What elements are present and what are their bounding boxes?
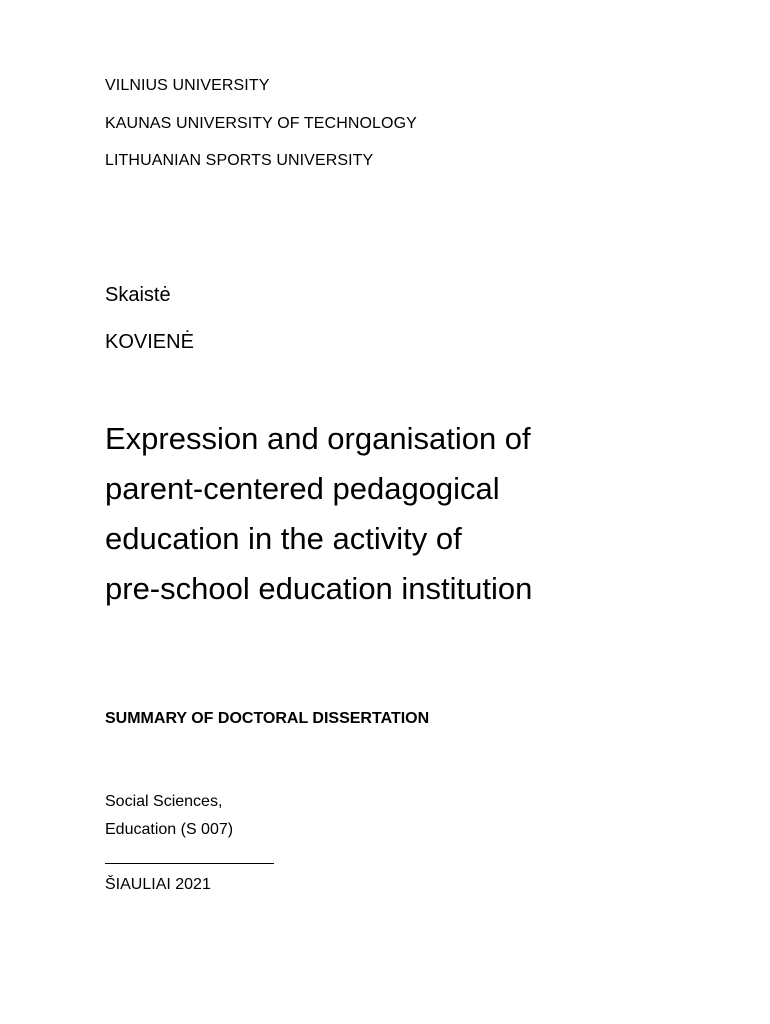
university-name: KAUNAS UNIVERSITY OF TECHNOLOGY xyxy=(105,115,417,132)
place-and-year: ŠIAULIAI 2021 xyxy=(105,876,211,893)
author-last-name: KOVIENĖ xyxy=(105,331,194,353)
science-discipline: Education (S 007) xyxy=(105,821,234,838)
science-area: Social Sciences, xyxy=(105,793,223,810)
title-line: education in the activity of xyxy=(105,521,462,556)
title-line: parent-centered pedagogical xyxy=(105,471,500,506)
title-line: pre-school education institution xyxy=(105,571,533,606)
university-name: LITHUANIAN SPORTS UNIVERSITY xyxy=(105,152,374,169)
title-line: Expression and organisation of xyxy=(105,421,531,456)
university-name: VILNIUS UNIVERSITY xyxy=(105,77,270,94)
dissertation-title xyxy=(105,414,745,614)
divider-line xyxy=(105,863,274,864)
document-type: SUMMARY OF DOCTORAL DISSERTATION xyxy=(105,710,430,727)
author-first-name: Skaistė xyxy=(105,284,171,306)
